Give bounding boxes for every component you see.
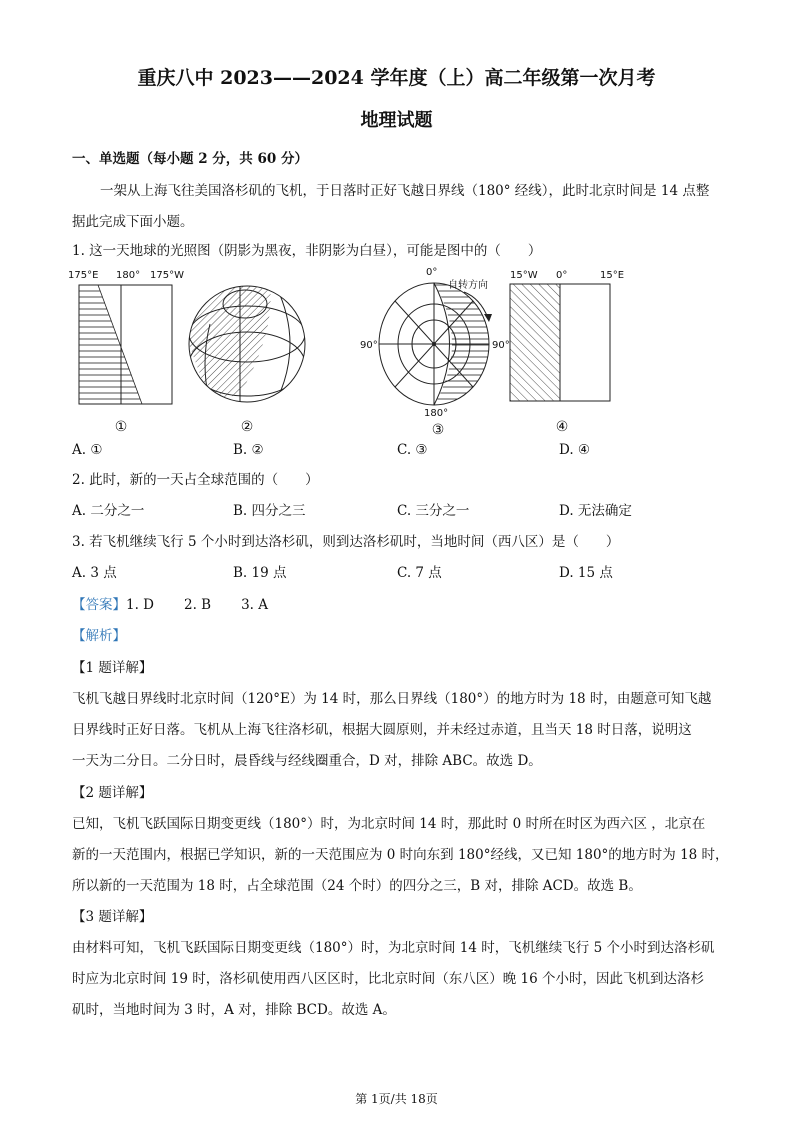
option: D. 15 点 (559, 565, 613, 581)
detail-line: 飞机飞越日界线时北京时间（120°E）为 14 时，那么日界线（180°）的地方时为 18 时，由题意可知飞越 (72, 691, 712, 707)
label-15E: 15°E (600, 270, 625, 281)
page-footer: 第 1页/共 18页 (355, 1092, 438, 1106)
label-15W: 15°W (510, 270, 538, 281)
detail-2-tag: 【2 题详解】 (72, 785, 153, 801)
detail-line: 日界线时正好日落。飞机从上海飞往洛杉矶，根据大圆原则，并未经过赤道，且当天 18 时日落，说明这 (72, 722, 692, 738)
answer-tag: 【答案】 (72, 597, 126, 613)
option: D. 无法确定 (559, 503, 632, 519)
label-180: 180° (424, 408, 449, 419)
label-0: 0° (556, 270, 568, 281)
question-3-stem: 3. 若飞机继续飞行 5 个小时到达洛杉矶，则到达洛杉矶时，当地时间（西八区）是（ ） (72, 534, 620, 550)
material-line: 据此完成下面小题。 (72, 214, 194, 230)
figures-light-diagrams (60, 264, 660, 438)
detail-line: 已知，飞机飞跃国际日期变更线（180°）时，为北京时间 14 时，那此时 0 时所在时区为西六区 ，北京在 (72, 816, 706, 832)
figure-2-number: ② (240, 419, 254, 435)
question-2-stem: 2. 此时，新的一天占全球范围的（ ） (72, 472, 319, 488)
section-heading: 一、单选题（每小题 2 分，共 60 分） (72, 151, 308, 167)
label-90-right: 90° (492, 340, 510, 351)
figure-2 (189, 279, 305, 435)
answer-item: 2. B (184, 597, 212, 613)
option: C. 7 点 (397, 565, 442, 581)
question-1-stem: 1. 这一天地球的光照图（阴影为黑夜，非阴影为白昼），可能是图中的（ ） (72, 243, 542, 259)
detail-line: 新的一天范围内，根据已学知识，新的一天范围应为 0 时向东到 180°经线，又已知 180°的地方时为 18 时， (72, 847, 729, 863)
detail-line: 矶时，当地时间为 3 时，A 对，排除 BCD。故选 A。 (72, 1002, 396, 1018)
option: A. 二分之一 (72, 503, 145, 519)
detail-line: 时应为北京时间 19 时，洛杉矶使用西八区区时，比北京时间（东八区）晚 16 个小时，因此飞机到达洛杉 (72, 971, 705, 987)
detail-line: 一天为二分日。二分日时，晨昏线与经线圈重合，D 对，排除 ABC。故选 D。 (72, 753, 542, 769)
label-0: 0° (426, 267, 438, 278)
figure-4 (510, 270, 624, 435)
material-line: 一架从上海飞往美国洛杉矶的飞机，于日落时正好飞越日界线（180° 经线），此时北京时间是 14 点整 (100, 183, 710, 199)
page-title: 重庆八中 2023——2024 学年度（上）高二年级第一次月考 (137, 67, 656, 89)
figure-4-number: ④ (555, 419, 569, 435)
page-subtitle: 地理试题 (360, 110, 433, 131)
option: C. ③ (397, 442, 428, 458)
detail-line: 由材料可知，飞机飞跃国际日期变更线（180°）时，为北京时间 14 时，飞机继续飞行 5 个小时到达洛杉矶 (72, 940, 715, 956)
answer-item: 1. D (126, 597, 154, 613)
analysis-tag: 【解析】 (72, 628, 126, 644)
option: C. 三分之一 (397, 503, 470, 519)
option: D. ④ (559, 442, 591, 458)
answer-line (72, 596, 268, 614)
option: B. 19 点 (233, 565, 287, 581)
option: A. 3 点 (72, 565, 117, 581)
answer-item: 3. A (241, 597, 269, 613)
label-175W: 175°W (150, 270, 184, 281)
figure-1-number: ① (114, 419, 128, 435)
label-90-left: 90° (360, 340, 378, 351)
option: A. ① (72, 442, 103, 458)
detail-1-tag: 【1 题详解】 (72, 660, 153, 676)
label-180: 180° (116, 270, 141, 281)
detail-3-tag: 【3 题详解】 (72, 909, 153, 925)
label-175E: 175°E (68, 270, 99, 281)
label-rotation-direction: 自转方向 (448, 280, 488, 291)
option: B. 四分之三 (233, 503, 306, 519)
option: B. ② (233, 442, 264, 458)
detail-line: 所以新的一天范围为 18 时，占全球范围（24 个时）的四分之三，B 对，排除 ACD。故选 B。 (72, 878, 642, 894)
figure-3 (360, 267, 510, 438)
figure-3-number: ③ (431, 422, 445, 438)
figure-1 (68, 270, 184, 435)
